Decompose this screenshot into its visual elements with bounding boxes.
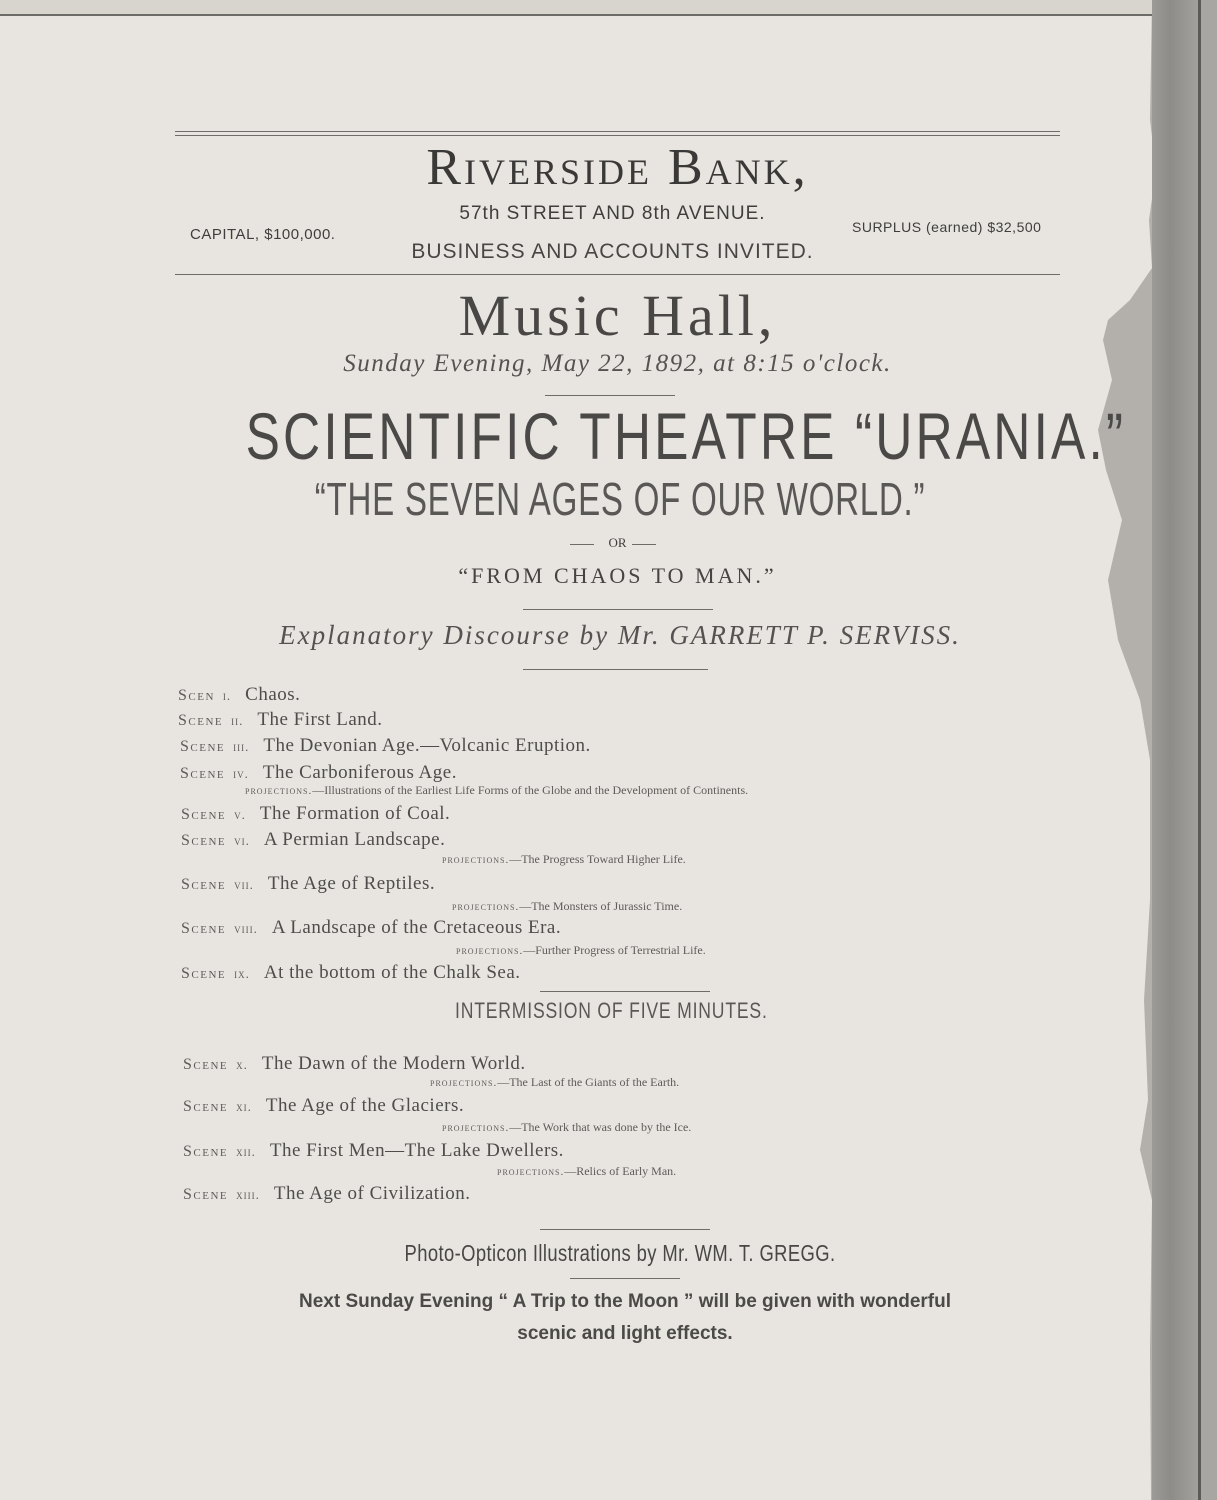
- scene-label: Scene: [180, 738, 226, 755]
- scene-label: Scen: [178, 687, 215, 704]
- scene-label: Scene: [181, 832, 227, 849]
- scene-item: [183, 1140, 564, 1162]
- projection-note: [442, 1120, 691, 1135]
- bank-business-line: BUSINESS AND ACCOUNTS INVITED.: [411, 240, 814, 263]
- bank-capital: CAPITAL, $100,000.: [190, 226, 336, 243]
- scene-number: vii.: [234, 877, 254, 892]
- projection-note: [452, 899, 682, 914]
- scene-number: vi.: [234, 833, 250, 848]
- next-page-edge: [1201, 0, 1217, 1500]
- scene-number: iii.: [233, 739, 250, 754]
- scene-number: xi.: [236, 1099, 252, 1114]
- scene-title: The First Men—The Lake Dwellers.: [269, 1140, 564, 1161]
- bank-address: 57th STREET AND 8th AVENUE.: [459, 203, 766, 224]
- event-date: Sunday Evening, May 22, 1892, at 8:15 o'clock.: [343, 350, 892, 377]
- scene-title: The Devonian Age.—Volcanic Eruption.: [263, 735, 591, 756]
- projection-label: projections.: [452, 901, 520, 913]
- projection-text: —Illustrations of the Earliest Life Forms of the Globe and the Development of Continents.: [312, 783, 749, 797]
- theatre-title: SCIENTIFIC THEATRE “URANIA.”: [245, 399, 1127, 473]
- projection-text: —The Last of the Giants of the Earth.: [497, 1075, 680, 1089]
- next-show-line-2: scenic and light effects.: [517, 1323, 733, 1344]
- divider: [175, 131, 1060, 132]
- scene-title: A Permian Landscape.: [263, 829, 446, 850]
- scene-label: Scene: [181, 920, 227, 937]
- scene-item: [181, 917, 561, 939]
- projection-note: [245, 783, 748, 798]
- scene-item: [183, 1095, 464, 1117]
- show-subtitle: “THE SEVEN AGES OF OUR WORLD.”: [314, 473, 926, 525]
- divider: [175, 135, 1060, 136]
- scene-item: [181, 962, 521, 984]
- projection-label: projections.: [456, 945, 524, 957]
- scene-item: [183, 1183, 471, 1205]
- scene-item: [183, 1053, 526, 1075]
- scene-title: The Age of Civilization.: [273, 1183, 471, 1204]
- next-show-line-1: Next Sunday Evening “ A Trip to the Moon ” will be given with wonderful: [298, 1291, 951, 1312]
- scene-title: At the bottom of the Chalk Sea.: [263, 962, 521, 983]
- scene-item: [181, 803, 450, 825]
- projection-note: [456, 943, 706, 958]
- scene-item: [180, 735, 591, 757]
- scene-number: iv.: [233, 766, 249, 781]
- divider: [570, 1278, 680, 1279]
- projection-label: projections.: [245, 785, 313, 797]
- scene-label: Scene: [181, 876, 227, 893]
- scene-label: Scene: [183, 1056, 229, 1073]
- alternate-title: “FROM CHAOS TO MAN.”: [458, 563, 777, 588]
- projection-label: projections.: [442, 854, 510, 866]
- scene-item: [178, 709, 383, 731]
- scene-item: [181, 873, 435, 895]
- scene-title: The First Land.: [257, 709, 383, 730]
- scene-item: [181, 829, 445, 851]
- bank-name: Riverside Bank,: [426, 139, 809, 196]
- scene-title: The Carboniferous Age.: [262, 762, 457, 783]
- scene-number: i.: [222, 688, 232, 703]
- projection-text: —The Progress Toward Higher Life.: [509, 852, 686, 866]
- scene-number: ix.: [234, 966, 250, 981]
- scene-title: The Age of the Glaciers.: [265, 1095, 465, 1116]
- projection-text: —Further Progress of Terrestrial Life.: [523, 943, 706, 957]
- projection-label: projections.: [497, 1166, 565, 1178]
- divider: [175, 274, 1060, 275]
- projection-note: [430, 1075, 679, 1090]
- venue-title: Music Hall,: [458, 283, 777, 348]
- scene-number: v.: [234, 807, 246, 822]
- torn-edge-shadow: [1152, 0, 1198, 1500]
- projection-text: —The Work that was done by the Ice.: [509, 1120, 692, 1134]
- photo-credit: Photo-Opticon Illustrations by Mr. WM. T. GREGG.: [404, 1240, 836, 1266]
- scene-number: x.: [236, 1057, 248, 1072]
- scene-number: viii.: [234, 921, 258, 936]
- scene-label: Scene: [181, 965, 227, 982]
- scene-label: Scene: [183, 1186, 229, 1203]
- scene-title: The Dawn of the Modern World.: [261, 1053, 526, 1074]
- divider: [540, 991, 710, 992]
- scene-title: The Formation of Coal.: [259, 803, 451, 824]
- scene-number: ii.: [231, 713, 244, 728]
- projection-label: projections.: [430, 1077, 498, 1089]
- projection-text: —The Monsters of Jurassic Time.: [519, 899, 683, 913]
- projection-note: [442, 852, 686, 867]
- scene-item: [180, 762, 457, 784]
- or-separator: OR: [608, 535, 627, 550]
- scene-number: xiii.: [236, 1187, 260, 1202]
- projection-text: —Relics of Early Man.: [564, 1164, 677, 1178]
- scene-label: Scene: [183, 1098, 229, 1115]
- scene-label: Scene: [181, 806, 227, 823]
- top-edge: [0, 0, 1160, 16]
- scene-title: A Landscape of the Cretaceous Era.: [271, 917, 562, 938]
- scene-label: Scene: [180, 765, 226, 782]
- bank-surplus: SURPLUS (earned) $32,500: [852, 219, 1042, 235]
- divider: [523, 669, 708, 670]
- divider: [523, 609, 713, 610]
- discourse-credit: Explanatory Discourse by Mr. GARRETT P. SERVISS.: [279, 620, 961, 650]
- divider: [540, 1229, 710, 1230]
- scene-item: [178, 684, 300, 706]
- projection-note: [497, 1164, 676, 1179]
- scene-label: Scene: [178, 712, 224, 729]
- projection-label: projections.: [442, 1122, 510, 1134]
- scene-number: xii.: [236, 1144, 256, 1159]
- scene-title: Chaos.: [245, 684, 301, 705]
- divider: [545, 395, 675, 396]
- scene-title: The Age of Reptiles.: [267, 873, 436, 894]
- intermission-notice: INTERMISSION OF FIVE MINUTES.: [455, 998, 768, 1023]
- scene-label: Scene: [183, 1143, 229, 1160]
